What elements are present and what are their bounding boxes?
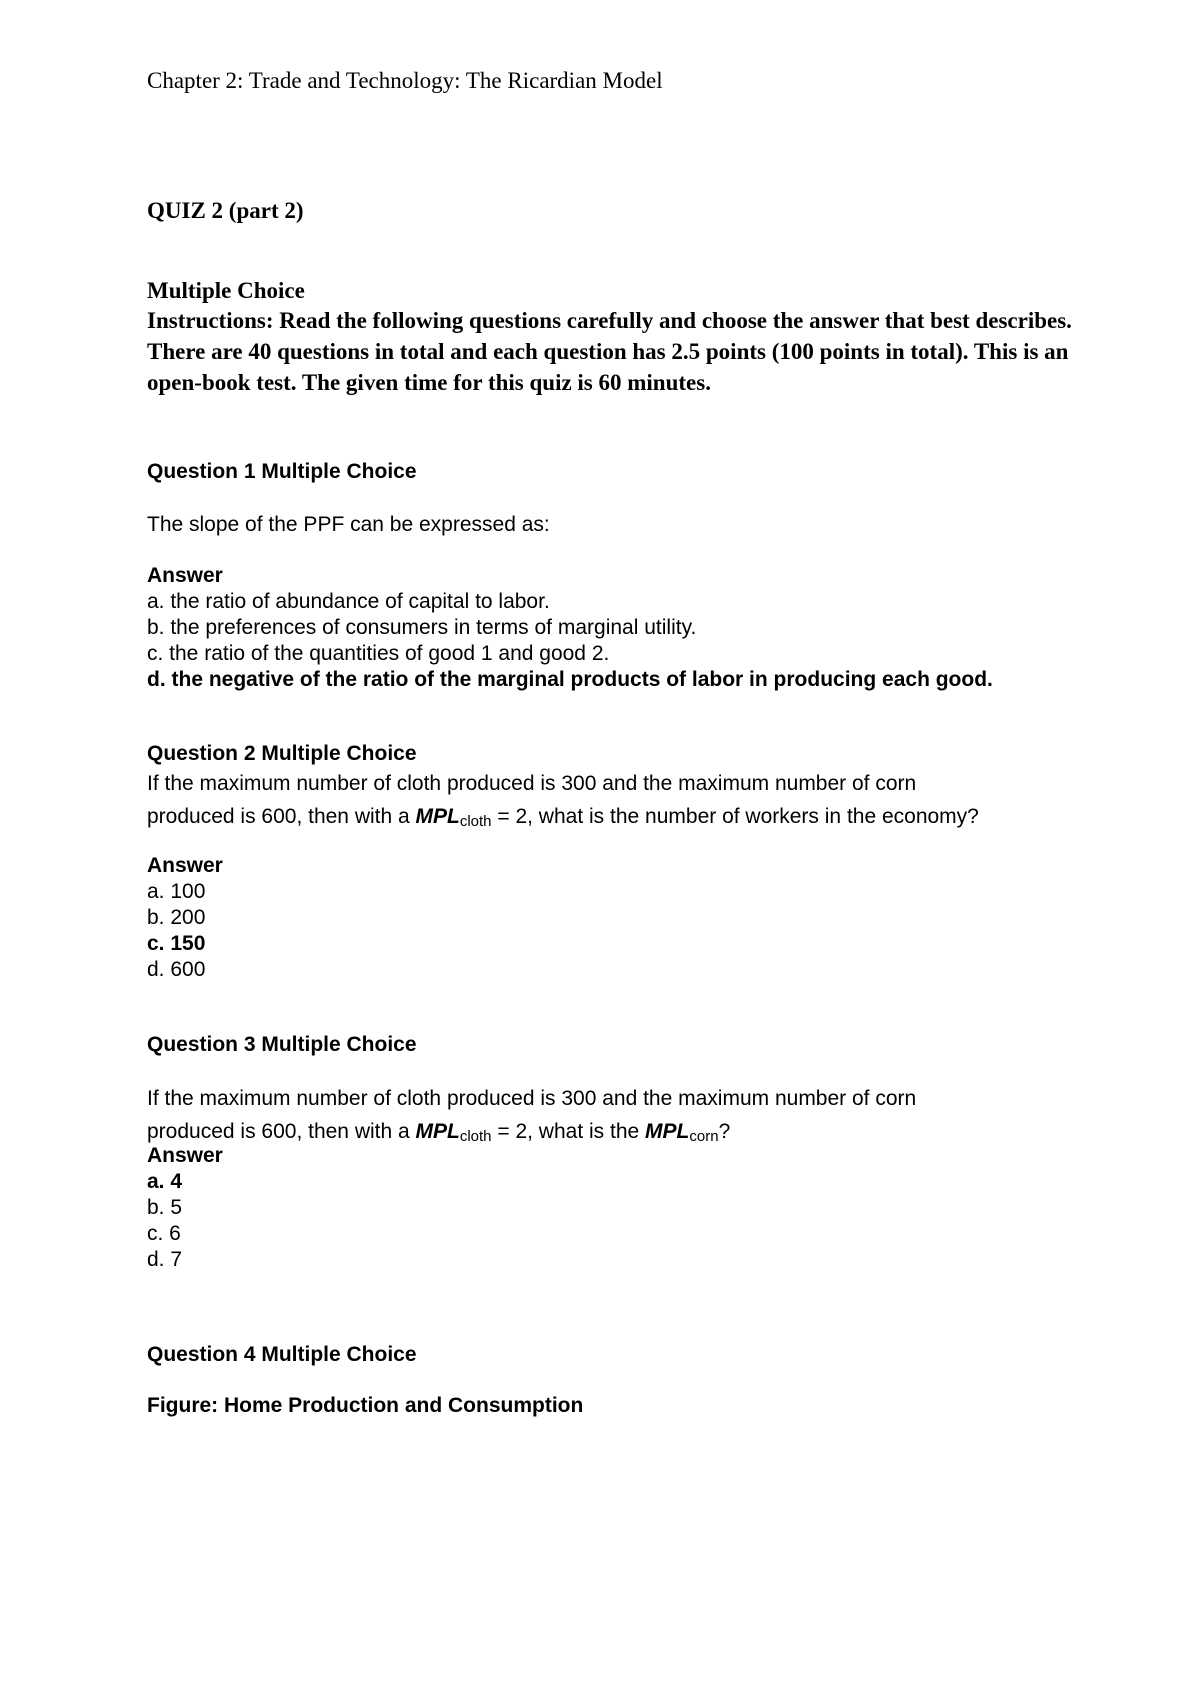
question-3-option-c: c. 6 [147,1222,181,1245]
subscript-cloth: cloth [459,813,492,830]
question-3-option-d: d. 7 [147,1248,183,1271]
question-2-heading: Question 2 Multiple Choice [147,742,417,765]
question-1-stem: The slope of the PPF can be expressed as: [147,513,550,536]
question-4-heading: Question 4 Multiple Choice [147,1343,417,1366]
mpl-label: MPL [415,1120,460,1143]
question-2-option-a: a. 100 [147,880,206,903]
answer-label: Answer [147,854,223,877]
subscript-cloth: cloth [459,1128,492,1145]
question-1-option-a: a. the ratio of abundance of capital to labor. [147,590,550,613]
quiz-title: QUIZ 2 (part 2) [147,198,304,223]
question-3-heading: Question 3 Multiple Choice [147,1033,417,1056]
question-3-option-b: b. 5 [147,1196,183,1219]
question-2-stem [147,767,1107,838]
mpl-label: MPL [415,805,460,828]
figure-title: Figure: Home Production and Consumption [147,1394,584,1417]
question-2-option-b: b. 200 [147,906,206,929]
question-2-option-c-correct: c. 150 [147,932,206,955]
answer-label: Answer [147,564,223,587]
question-3-stem [147,1082,1107,1153]
question-1-option-c: c. the ratio of the quantities of good 1 and good 2. [147,642,610,665]
question-2-answers [147,853,223,983]
instructions: Instructions: Read the following questions carefully and choose the answer that best describes. There are 40 questions in total and each question has 2.5 points (100 points in total). This is an open-book test. The given time for this quiz is 60 minutes. [147,308,1072,395]
question-2-option-d: d. 600 [147,958,206,981]
question-3-answers [147,1143,223,1273]
mpl-label: MPL [645,1120,690,1143]
question-1-option-b: b. the preferences of consumers in terms of marginal utility. [147,616,697,639]
question-1-answers [147,563,993,693]
question-1-heading: Question 1 Multiple Choice [147,460,417,483]
question-3-stem-mid: = 2, what is the [491,1120,646,1143]
chapter-header: Chapter 2: Trade and Technology: The Ricardian Model [147,68,663,93]
answer-label: Answer [147,1144,223,1167]
subscript-corn: corn [689,1128,719,1145]
question-3-option-a-correct: a. 4 [147,1170,183,1193]
question-2-stem-pre: produced is 600, then with a [147,805,416,828]
question-3-stem-line1: If the maximum number of cloth produced is 300 and the maximum number of corn [147,1087,917,1110]
question-2-stem-line1: If the maximum number of cloth produced is 300 and the maximum number of corn [147,772,917,795]
section-title: Multiple Choice [147,278,305,303]
question-3-stem-pre: produced is 600, then with a [147,1120,416,1143]
question-2-stem-post: = 2, what is the number of workers in the economy? [491,805,979,828]
question-1-option-d-correct: d. the negative of the ratio of the marginal products of labor in producing each good. [147,668,993,691]
question-3-stem-end: ? [718,1120,731,1143]
